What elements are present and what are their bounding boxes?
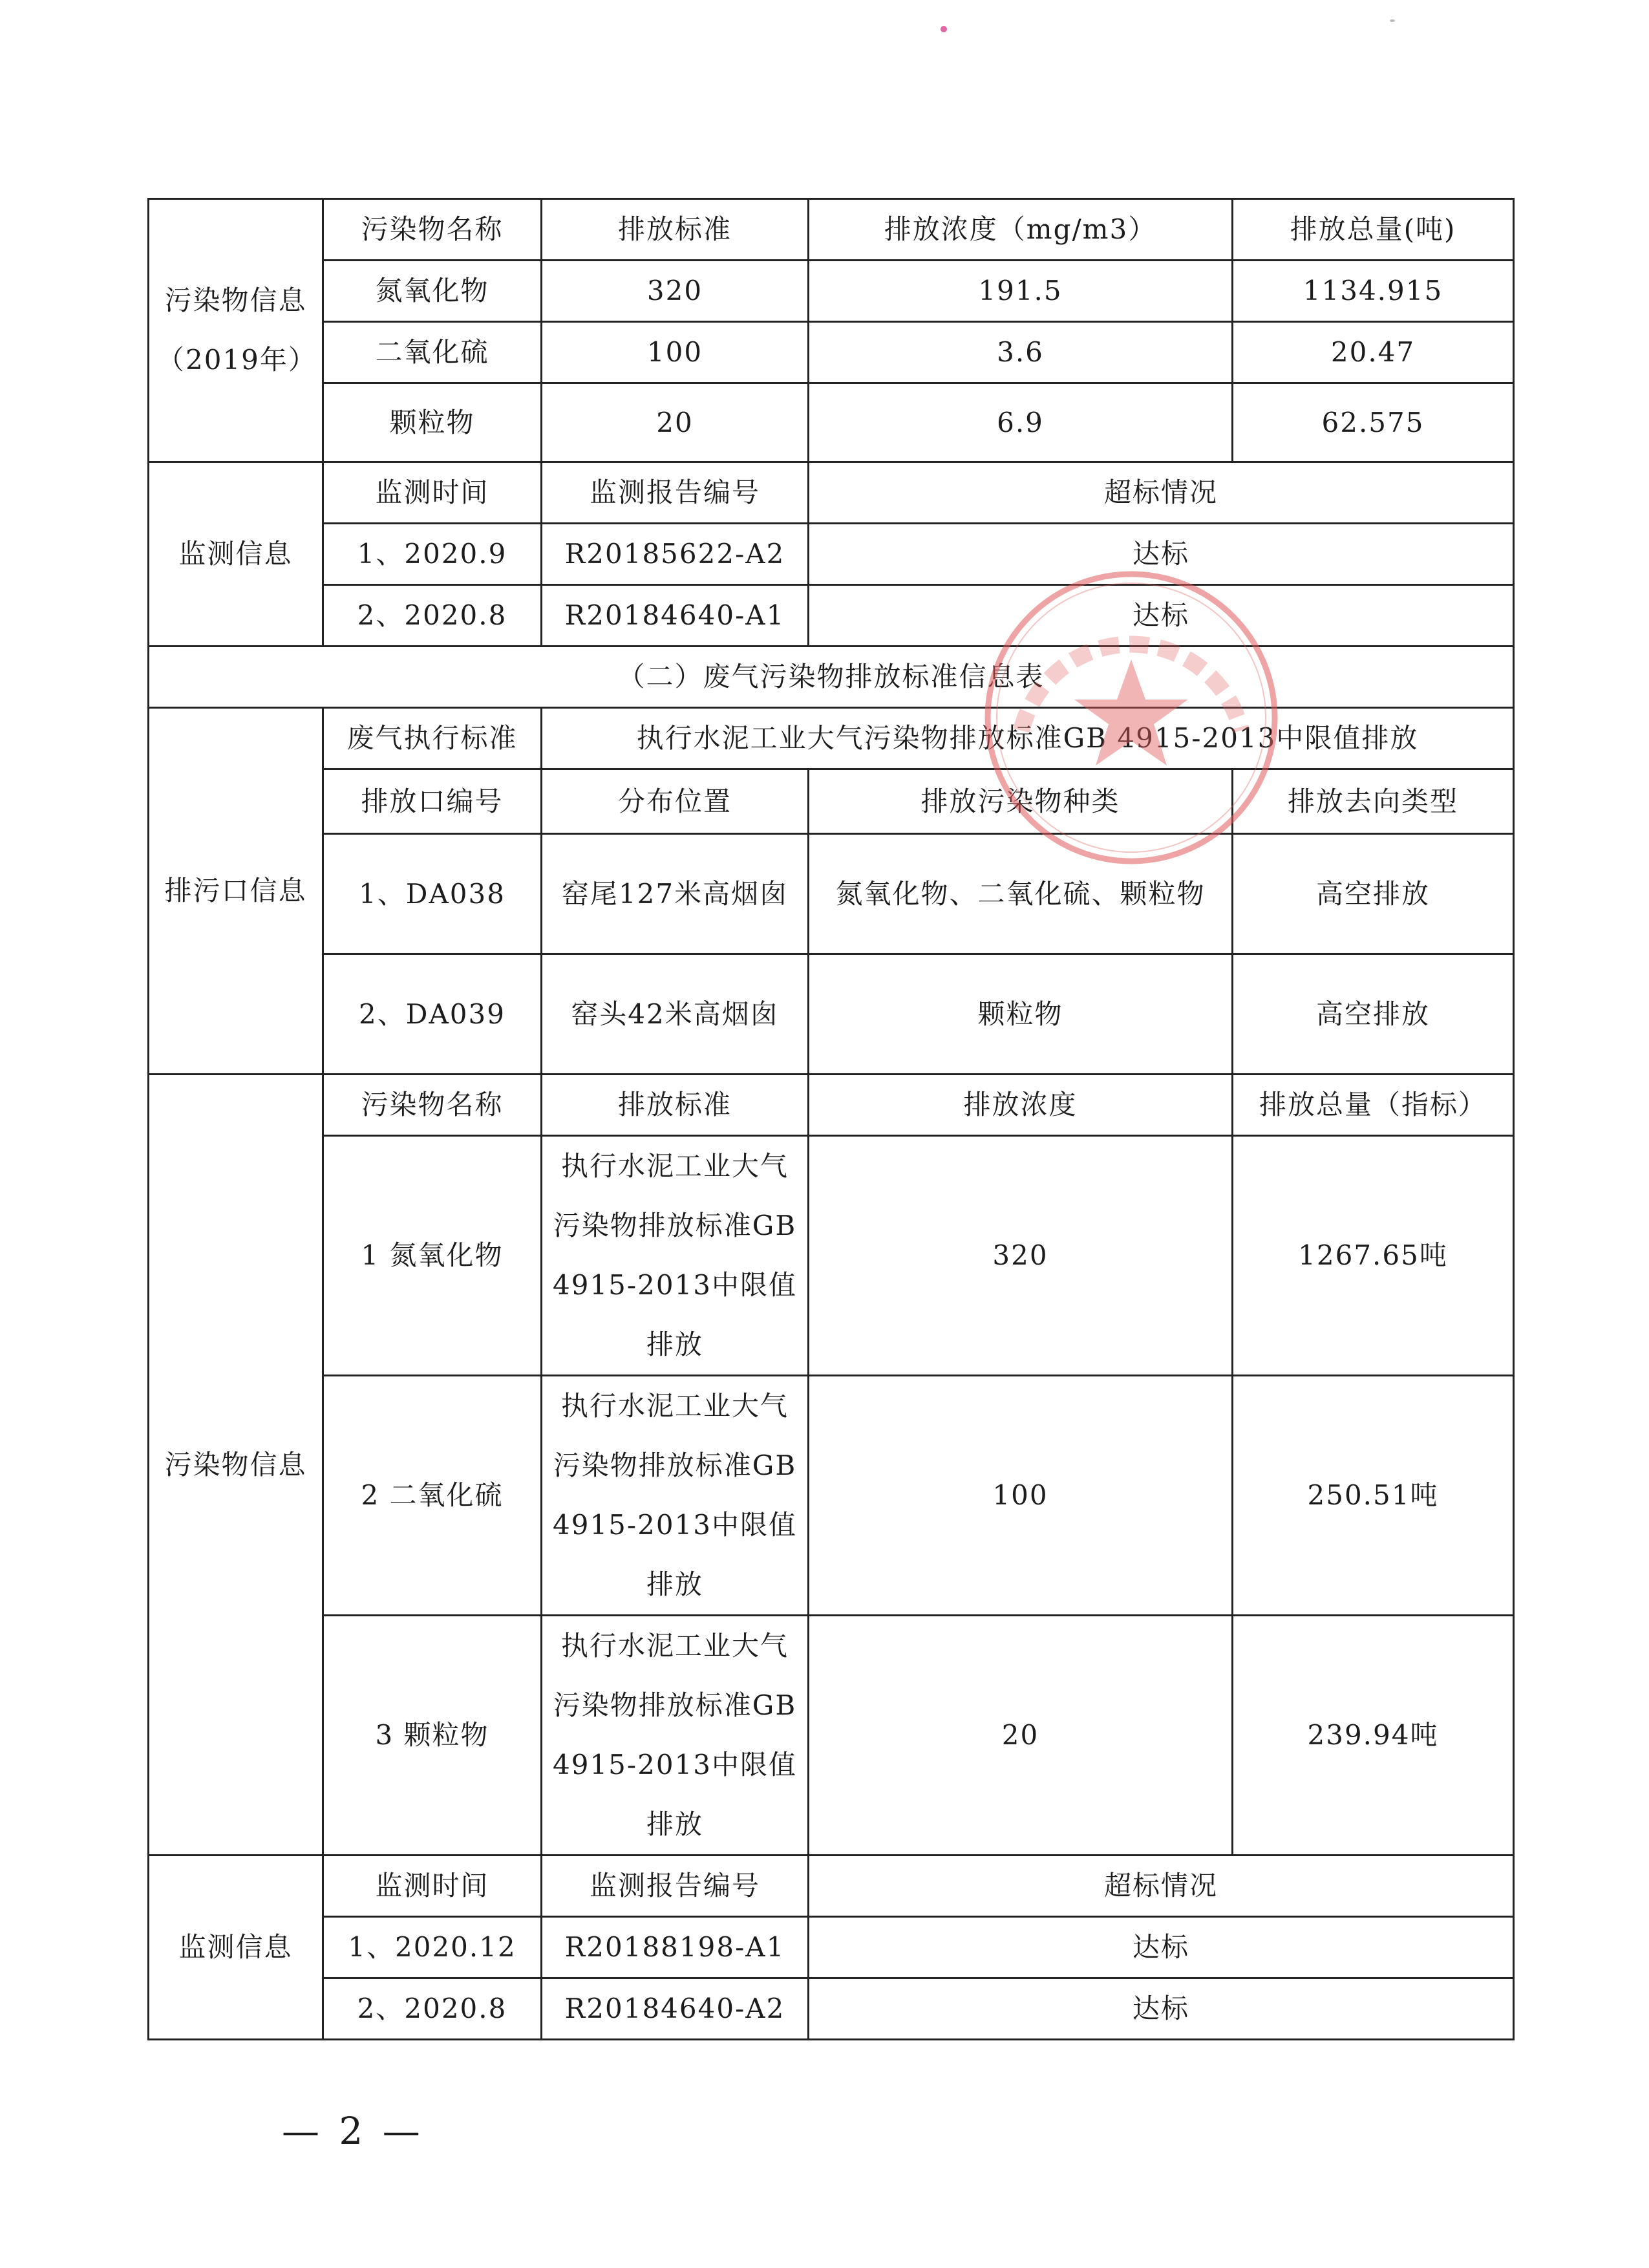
section-label-pollutant-2019: 污染物信息（2019年） — [149, 199, 323, 462]
monitor-time: 1、2020.12 — [323, 1917, 542, 1978]
exceed-status: 达标 — [809, 1978, 1514, 2040]
table-row — [149, 322, 1514, 383]
header-cell: 排放总量(吨) — [1233, 199, 1514, 261]
section-label-pollutant: 污染物信息 — [149, 1075, 323, 1856]
monitor-time: 2、2020.8 — [323, 585, 542, 647]
header-cell: 监测时间 — [323, 462, 542, 524]
header-cell: 排放去向类型 — [1233, 769, 1514, 834]
header-cell: 排放浓度 — [809, 1075, 1233, 1136]
header-cell: 排放浓度（mg/m3） — [809, 199, 1233, 261]
table-row — [149, 834, 1514, 954]
emission-total: 1267.65吨 — [1233, 1136, 1514, 1376]
report-number: R20184640-A1 — [542, 585, 809, 647]
monitor-time: 2、2020.8 — [323, 1978, 542, 2040]
section-label-monitoring: 监测信息 — [149, 1856, 323, 2040]
outlet-pollutants: 颗粒物 — [809, 954, 1233, 1075]
header-cell: 污染物名称 — [323, 199, 542, 261]
emission-standard: 20 — [542, 383, 809, 462]
pollutant-name: 颗粒物 — [323, 383, 542, 462]
header-cell: 排放污染物种类 — [809, 769, 1233, 834]
header-cell: 排放标准 — [542, 1075, 809, 1136]
header-cell: 超标情况 — [809, 1856, 1514, 1917]
standard-label: 废气执行标准 — [323, 708, 542, 769]
outlet-id: 2、DA039 — [323, 954, 542, 1075]
emission-standard: 执行水泥工业大气污染物排放标准GB 4915-2013中限值排放 — [542, 1376, 809, 1616]
emission-info-table — [147, 198, 1515, 2040]
standard-value: 执行水泥工业大气污染物排放标准GB 4915-2013中限值排放 — [542, 708, 1514, 769]
section-label-outlet: 排污口信息 — [149, 708, 323, 1075]
outlet-direction: 高空排放 — [1233, 954, 1514, 1075]
table-row — [149, 383, 1514, 462]
table-row — [149, 1376, 1514, 1616]
page-number: — 2 — — [282, 2109, 424, 2153]
report-number: R20184640-A2 — [542, 1978, 809, 2040]
table-row — [149, 1136, 1514, 1376]
emission-concentration: 191.5 — [809, 261, 1233, 322]
table-row — [149, 954, 1514, 1075]
pollutant-name: 1 氮氧化物 — [323, 1136, 542, 1376]
report-number: R20188198-A1 — [542, 1917, 809, 1978]
pollutant-name: 氮氧化物 — [323, 261, 542, 322]
emission-standard: 执行水泥工业大气污染物排放标准GB 4915-2013中限值排放 — [542, 1136, 809, 1376]
pollutant-name: 3 颗粒物 — [323, 1616, 542, 1856]
table-row — [149, 1978, 1514, 2040]
table-row — [149, 585, 1514, 647]
emission-concentration: 6.9 — [809, 383, 1233, 462]
table-row — [149, 1616, 1514, 1856]
header-cell: 超标情况 — [809, 462, 1514, 524]
emission-concentration: 3.6 — [809, 322, 1233, 383]
header-cell: 监测时间 — [323, 1856, 542, 1917]
emission-standard: 100 — [542, 322, 809, 383]
header-cell: 分布位置 — [542, 769, 809, 834]
table-row — [149, 524, 1514, 585]
header-cell: 监测报告编号 — [542, 462, 809, 524]
exceed-status: 达标 — [809, 524, 1514, 585]
emission-standard: 执行水泥工业大气污染物排放标准GB 4915-2013中限值排放 — [542, 1616, 809, 1856]
pollutant-name: 2 二氧化硫 — [323, 1376, 542, 1616]
header-cell: 污染物名称 — [323, 1075, 542, 1136]
pollutant-name: 二氧化硫 — [323, 322, 542, 383]
exceed-status: 达标 — [809, 585, 1514, 647]
outlet-pollutants: 氮氧化物、二氧化硫、颗粒物 — [809, 834, 1233, 954]
outlet-location: 窑尾127米高烟囱 — [542, 834, 809, 954]
header-cell: 排放总量（指标） — [1233, 1075, 1514, 1136]
scan-speck — [1390, 19, 1395, 22]
outlet-location: 窑头42米高烟囱 — [542, 954, 809, 1075]
emission-concentration: 20 — [809, 1616, 1233, 1856]
emission-total: 239.94吨 — [1233, 1616, 1514, 1856]
emission-concentration: 320 — [809, 1136, 1233, 1376]
section-label-monitoring: 监测信息 — [149, 462, 323, 647]
exceed-status: 达标 — [809, 1917, 1514, 1978]
outlet-id: 1、DA038 — [323, 834, 542, 954]
emission-total: 250.51吨 — [1233, 1376, 1514, 1616]
emission-total: 20.47 — [1233, 322, 1514, 383]
emission-concentration: 100 — [809, 1376, 1233, 1616]
monitor-time: 1、2020.9 — [323, 524, 542, 585]
header-cell: 监测报告编号 — [542, 1856, 809, 1917]
outlet-direction: 高空排放 — [1233, 834, 1514, 954]
emission-total: 62.575 — [1233, 383, 1514, 462]
emission-total: 1134.915 — [1233, 261, 1514, 322]
table-row — [149, 261, 1514, 322]
emission-standard: 320 — [542, 261, 809, 322]
header-cell: 排放标准 — [542, 199, 809, 261]
table-row — [149, 1917, 1514, 1978]
section-title: （二）废气污染物排放标准信息表 — [149, 647, 1514, 708]
header-cell: 排放口编号 — [323, 769, 542, 834]
report-number: R20185622-A2 — [542, 524, 809, 585]
scan-speck — [941, 26, 947, 32]
